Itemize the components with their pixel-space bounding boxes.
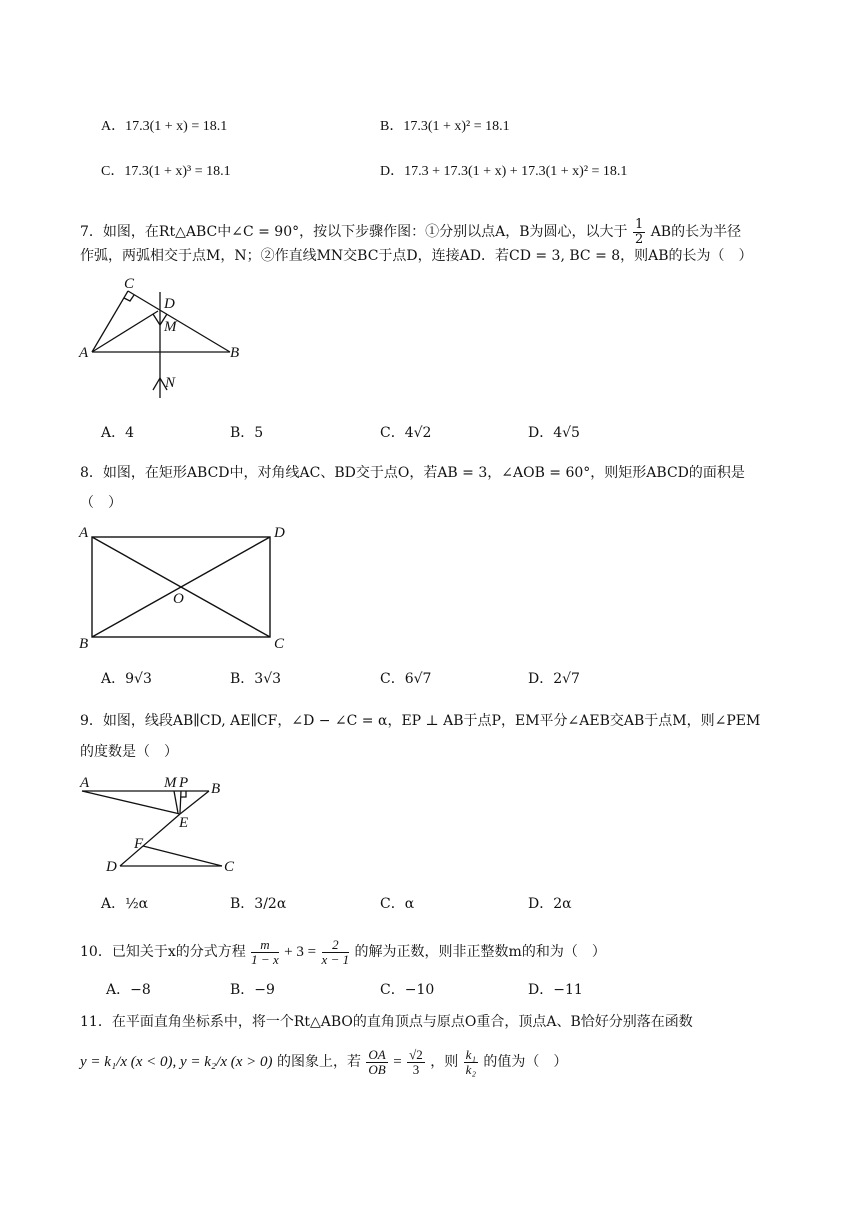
q8-label-o: O xyxy=(173,591,184,607)
q11-stem-line1: 11．在平面直角坐标系中，将一个Rt△ABO的直角顶点与原点O重合，顶点A、B恰好分别落在函数 xyxy=(80,1014,693,1030)
q9-option-d: D．2α xyxy=(528,896,572,912)
q11-functions: y = k₁/x (x < 0), y = k₂/x (x > 0) xyxy=(80,1054,273,1071)
q7-frac-den: 2 xyxy=(634,231,644,247)
q10-fraction-2 xyxy=(322,938,350,966)
q9-label-d: D xyxy=(106,859,117,875)
q11-ratio-num: OA xyxy=(368,1047,386,1062)
q10-option-b: B．−9 xyxy=(230,982,275,998)
q10-frac1-den: 1 − x xyxy=(251,951,279,967)
q11-equals: = xyxy=(393,1054,402,1071)
q10-frac2-den: x − 1 xyxy=(321,951,350,967)
q8-stem-line2: （ ） xyxy=(80,495,122,511)
q11-ask-fraction xyxy=(464,1048,478,1076)
q9-label-b: B xyxy=(211,781,221,797)
q7-option-c: C．4√2 xyxy=(380,425,432,441)
q8-label-b: B xyxy=(79,636,89,652)
q7-frac-num: 1 xyxy=(634,217,644,232)
q11-value-num: √2 xyxy=(409,1047,423,1062)
q11-value-fraction xyxy=(407,1048,425,1076)
q7-option-d: D．4√5 xyxy=(528,425,580,441)
q8-label-a: A xyxy=(79,525,89,541)
q11-ask-num: k₁ xyxy=(465,1047,476,1062)
q11-text-b: 的图象上，若 xyxy=(276,1054,361,1071)
q11-text-c: ，则 xyxy=(430,1054,459,1071)
q10-option-c: C．−10 xyxy=(380,982,435,998)
q11-value-den: 3 xyxy=(412,1061,420,1077)
q9-label-a: A xyxy=(80,775,90,791)
q7-label-c: C xyxy=(124,276,135,292)
q11-stem-line2 xyxy=(80,1048,567,1076)
q6-option-a: A．17.3(1 + x) = 18.1 xyxy=(101,119,228,134)
q8-stem-line1: 8．如图，在矩形ABCD中，对角线AC、BD交于点O，若AB = 3，∠AOB = 60°，则矩形ABCD的面积是 xyxy=(80,465,745,481)
q6-option-b: B．17.3(1 + x)² = 18.1 xyxy=(380,119,510,134)
q10-stem xyxy=(80,938,606,966)
q9-option-c: C．α xyxy=(380,896,415,912)
q9-label-m: M xyxy=(164,775,177,791)
q9-label-e: E xyxy=(179,815,189,831)
q6-option-c: C．17.3(1 + x)³ = 18.1 xyxy=(101,164,231,179)
q10-mid: + 3 = xyxy=(284,944,317,961)
q8-option-d: D．2√7 xyxy=(528,671,580,687)
q6-option-d: D．17.3 + 17.3(1 + x) + 17.3(1 + x)² = 18.1 xyxy=(380,164,628,179)
q9-label-f: F xyxy=(134,836,144,852)
q7-option-b: B．5 xyxy=(230,425,264,441)
q10-frac1-num: m xyxy=(251,938,279,953)
q7-stem-text: 7．如图，在Rt△ABC中∠C = 90°，按以下步骤作图：①分别以点A，B为圆心，以大于 xyxy=(80,224,628,241)
q9-option-b: B．3/2α xyxy=(230,896,287,912)
q9-label-p: P xyxy=(179,775,189,791)
q10-text-a: 10．已知关于x的分式方程 xyxy=(80,944,246,961)
q9-stem-line1: 9．如图，线段AB∥CD, AE∥CF，∠D − ∠C = α，EP ⊥ AB于点P，EM平分∠AEB交AB于点M，则∠PEM xyxy=(80,713,761,729)
q10-frac2-num: 2 xyxy=(322,938,350,953)
q7-stem-line2: 作弧，两弧相交于点M，N；②作直线MN交BC于点D，连接AD．若CD = 3, BC = 8，则AB的长为（ ） xyxy=(80,248,753,264)
q11-ratio-den: OB xyxy=(368,1061,386,1077)
q7-option-a: A．4 xyxy=(101,425,135,441)
q8-label-d: D xyxy=(274,525,285,541)
q8-label-c: C xyxy=(274,636,285,652)
q7-label-b: B xyxy=(230,345,240,361)
q8-option-c: C．6√7 xyxy=(380,671,432,687)
q11-ratio-fraction xyxy=(366,1048,387,1076)
q7-label-d: D xyxy=(164,296,175,312)
q7-label-n: N xyxy=(165,375,176,391)
q10-option-a: A．−8 xyxy=(106,982,151,998)
q10-fraction-1 xyxy=(251,938,279,966)
q9-label-c: C xyxy=(224,859,235,875)
q11-text-d: 的值为（ ） xyxy=(483,1054,568,1071)
q11-ask-den: k₂ xyxy=(465,1061,476,1077)
q9-option-a: A．½α xyxy=(101,896,149,912)
q7-label-m: M xyxy=(164,319,177,335)
q10-option-d: D．−11 xyxy=(528,982,583,998)
q10-text-b: 的解为正数，则非正整数m的和为（ ） xyxy=(354,944,606,961)
q8-option-a: A．9√3 xyxy=(101,671,152,687)
q7-label-a: A xyxy=(79,345,89,361)
q8-option-b: B．3√3 xyxy=(230,671,282,687)
q9-stem-line2: 的度数是（ ） xyxy=(80,744,178,760)
q7-stem-text-b: AB的长为半径 xyxy=(650,224,742,241)
